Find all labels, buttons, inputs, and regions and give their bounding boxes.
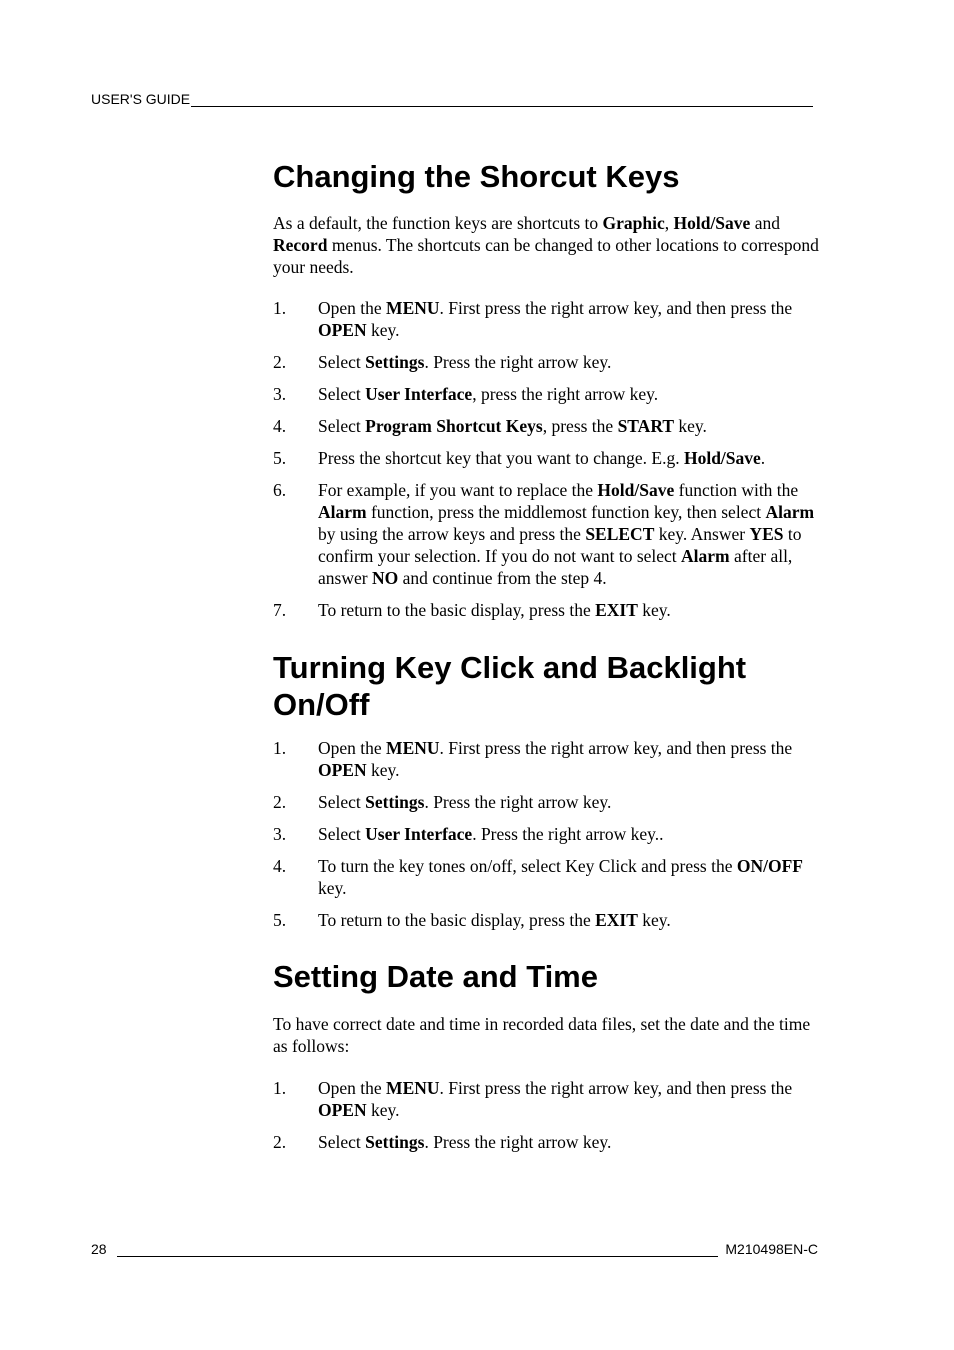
step-number: 3.: [273, 384, 287, 404]
steps-list: [273, 297, 823, 621]
text-run: Open the: [318, 298, 387, 318]
step-text: [318, 737, 823, 781]
bold-term: Alarm: [681, 546, 730, 566]
list-item: [273, 909, 823, 931]
text-run: Select: [318, 384, 366, 404]
step-text: [318, 447, 823, 469]
text-run: to confirm your selection. If you do not want to select: [318, 524, 802, 566]
section-title: Changing the Shorcut Keys: [273, 159, 680, 194]
text-run: , press the right arrow key.: [472, 384, 659, 404]
step-number: 5.: [273, 448, 287, 468]
bold-term: NO: [371, 568, 399, 588]
text-run: To have correct date and time in recorded data files, set the date and the time as follows:: [273, 1014, 811, 1056]
bold-term: Hold/Save: [683, 448, 761, 468]
text-run: after all, answer: [318, 546, 793, 588]
text-run: function, press the middlemost function key, then select: [366, 502, 766, 522]
step-number: 2.: [273, 352, 287, 372]
list-item: [273, 351, 823, 373]
step-text: [318, 479, 823, 589]
page-content: [273, 158, 823, 1163]
step-text: [318, 383, 823, 405]
bold-term: User Interface: [365, 384, 473, 404]
text-run: .: [760, 448, 766, 468]
page-header: [91, 91, 813, 107]
list-item: [273, 737, 823, 781]
list-item: [273, 1131, 823, 1153]
bold-term: START: [617, 416, 675, 436]
list-item: [273, 447, 823, 469]
text-run: . First press the right arrow key, and then press the: [439, 1078, 793, 1098]
bold-term: Program Shortcut Keys: [365, 416, 543, 436]
section-title: Turning Key Click and Backlight On/Off: [273, 650, 747, 722]
step-number: 6.: [273, 480, 287, 500]
text-run: Select: [318, 1132, 366, 1152]
header-rule: [191, 93, 813, 107]
step-number: 5.: [273, 910, 287, 930]
list-item: [273, 791, 823, 813]
steps-list: [273, 737, 823, 931]
page-footer: [91, 1241, 818, 1257]
section-intro: [273, 212, 823, 278]
text-run: ,: [664, 213, 674, 233]
bold-term: OPEN: [318, 1100, 367, 1120]
text-run: . Press the right arrow key..: [472, 824, 664, 844]
bold-term: MENU: [386, 738, 440, 758]
step-text: [318, 415, 823, 437]
bold-term: User Interface: [365, 824, 473, 844]
step-text: [318, 791, 823, 813]
text-run: key.: [318, 878, 347, 898]
text-run: . First press the right arrow key, and then press the: [439, 298, 793, 318]
text-run: key.: [366, 760, 400, 780]
step-text: [318, 909, 823, 931]
text-run: To return to the basic display, press the: [318, 600, 596, 620]
bold-term: Hold/Save: [597, 480, 675, 500]
text-run: key.: [674, 416, 707, 436]
step-number: 4.: [273, 416, 287, 436]
text-run: . Press the right arrow key.: [424, 352, 612, 372]
bold-term: OPEN: [318, 760, 367, 780]
step-text: [318, 297, 823, 341]
bold-term: Alarm: [318, 502, 367, 522]
bold-term: Settings: [365, 1132, 425, 1152]
text-run: Open the: [318, 1078, 387, 1098]
text-run: key.: [637, 600, 671, 620]
step-text: [318, 1131, 823, 1153]
document-code: M210498EN-C: [725, 1241, 818, 1257]
bold-term: MENU: [386, 1078, 440, 1098]
text-run: Select: [318, 416, 366, 436]
text-run: key.: [637, 910, 671, 930]
text-run: As a default, the function keys are shortcuts to: [273, 213, 603, 233]
step-number: 1.: [273, 298, 287, 318]
list-item: [273, 823, 823, 845]
footer-rule: [117, 1243, 719, 1257]
text-run: . Press the right arrow key.: [424, 792, 612, 812]
bold-term: OPEN: [318, 320, 367, 340]
text-run: Select: [318, 792, 366, 812]
text-run: and: [750, 213, 780, 233]
list-item: [273, 855, 823, 899]
text-run: To return to the basic display, press the: [318, 910, 596, 930]
bold-term: Settings: [365, 792, 425, 812]
bold-term: ON/OFF: [736, 856, 803, 876]
step-number: 2.: [273, 1132, 287, 1152]
list-item: [273, 383, 823, 405]
step-text: [318, 351, 823, 373]
step-text: [318, 823, 823, 845]
text-run: , press the: [542, 416, 618, 436]
bold-term: Record: [273, 235, 328, 255]
text-run: by using the arrow keys and press the: [318, 524, 586, 544]
bold-term: SELECT: [585, 524, 655, 544]
step-number: 1.: [273, 738, 287, 758]
bold-term: Graphic: [602, 213, 665, 233]
step-number: 7.: [273, 600, 287, 620]
text-run: . Press the right arrow key.: [424, 1132, 612, 1152]
steps-list: [273, 1077, 823, 1153]
bold-term: Alarm: [765, 502, 815, 522]
list-item: [273, 297, 823, 341]
bold-term: Settings: [365, 352, 425, 372]
section-shortcut-keys: [273, 158, 823, 621]
list-item: [273, 1077, 823, 1121]
bold-term: MENU: [386, 298, 440, 318]
text-run: Open the: [318, 738, 387, 758]
text-run: and continue from the step 4.: [398, 568, 607, 588]
step-number: 2.: [273, 792, 287, 812]
text-run: To turn the key tones on/off, select Key Click and press the: [318, 856, 737, 876]
step-number: 3.: [273, 824, 287, 844]
text-run: key.: [366, 320, 400, 340]
step-text: [318, 1077, 823, 1121]
text-run: Select: [318, 352, 366, 372]
bold-term: Hold/Save: [673, 213, 751, 233]
section-intro: [273, 1013, 823, 1057]
step-text: [318, 855, 823, 899]
text-run: function with the: [674, 480, 799, 500]
text-run: key.: [366, 1100, 400, 1120]
step-number: 1.: [273, 1078, 287, 1098]
header-label: USER'S GUIDE: [91, 91, 191, 107]
text-run: menus. The shortcuts can be changed to other locations to correspond your needs.: [273, 235, 819, 277]
bold-term: EXIT: [595, 910, 638, 930]
text-run: key. Answer: [654, 524, 750, 544]
text-run: For example, if you want to replace the: [318, 480, 598, 500]
list-item: [273, 415, 823, 437]
page-number: 28: [91, 1241, 107, 1257]
section-title: Setting Date and Time: [273, 959, 598, 994]
bold-term: YES: [749, 524, 784, 544]
text-run: . First press the right arrow key, and then press the: [439, 738, 793, 758]
section-key-click-backlight: [273, 649, 823, 931]
list-item: [273, 479, 823, 589]
bold-term: EXIT: [595, 600, 638, 620]
text-run: Select: [318, 824, 366, 844]
section-date-time: [273, 958, 823, 1153]
step-text: [318, 599, 823, 621]
text-run: Press the shortcut key that you want to change. E.g.: [318, 448, 684, 468]
step-number: 4.: [273, 856, 287, 876]
list-item: [273, 599, 823, 621]
